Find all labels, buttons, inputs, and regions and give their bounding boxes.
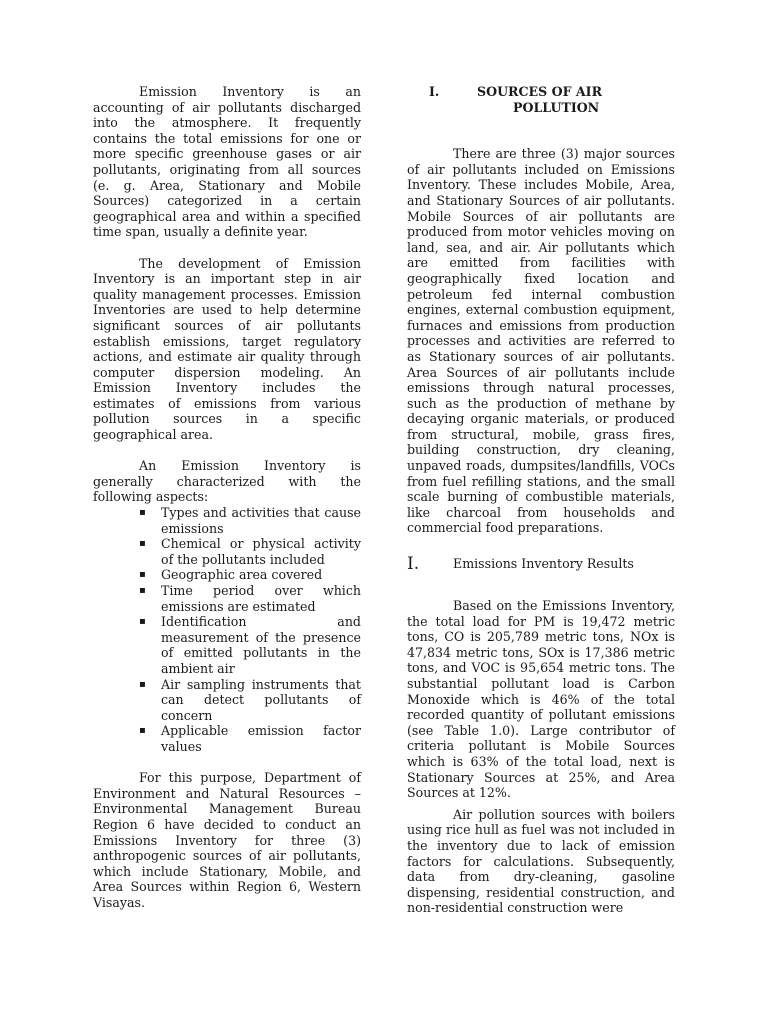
sources-paragraph: There are three (3) major sources of air pollutants included on Emissions Inventory. These includes Mobile, Area, and Stationary Sources of air pollutants. Mobile Sources of air pollutants are produced from motor vehicles moving on land, sea, and air. Air pollutants which are emitted from facilities with geographically fixed location and petroleum fed internal combustion engines, external combustion equipment, furnaces and emissions from production processes and activities are referred to as Stationary sources of air pollutants. Area Sources of air pollutants include emissions through natural processes, such as the production of methane by decaying organic materials, or produced from structural, mobile, grass fires, building construction, dry cleaning, unpaved roads, dumpsites/landfills, VOCs from fuel refilling stations, and the small scale burning of combustible materials, like charcoal from households and commercial food preparations. xyxy=(407,146,675,536)
development-paragraph: The development of Emission Inventory is an important step in air quality management processes. Emission Inventories are used to help determine significant sources of air pollutants establish emissions, target regulatory actions, and estimate air quality through computer dispersion modeling. An Emission Inventory includes the estimates of emissions from various pollution sources in a specific geographical area. xyxy=(93,255,361,443)
square-bullet-icon: ▪ xyxy=(139,678,146,690)
results-paragraph: Based on the Emissions Inventory, the total load for PM is 19,472 metric tons, CO is 205,789 metric tons, NOx is 47,834 metric tons, SOx is 17,386 metric tons, and VOC is 95,654 metric tons. The substantial pollutant load is Carbon Monoxide which is 46% of the total recorded quantity of pollutant emissions (see Table 1.0). Large contributor of criteria pollutant is Mobile Sources which is 63% of the total load, next is Stationary Sources at 25%, and Area Sources at 12%. xyxy=(407,598,675,801)
section-number: I. xyxy=(429,84,440,99)
aspects-intro-paragraph: An Emission Inventory is generally characterized with the following aspects: xyxy=(93,458,361,505)
square-bullet-icon: ▪ xyxy=(139,616,146,628)
section-title-line2: POLLUTION xyxy=(513,99,600,115)
purpose-paragraph: For this purpose, Department of Environment and Natural Resources – Environmental Management Bureau Region 6 have decided to conduct an Emissions Inventory for three (3) anthropogenic sources of air pollutants, which include Stationary, Mobile, and Area Sources within Region 6, Western Visayas. xyxy=(93,770,361,910)
aspects-list xyxy=(93,505,361,755)
right-column xyxy=(407,84,675,916)
section-heading-results xyxy=(407,552,675,576)
list-item: ▪ Chemical or physical activity of the pollutants included xyxy=(139,536,361,567)
list-item: ▪ Types and activities that cause emissions xyxy=(139,505,361,536)
square-bullet-icon: ▪ xyxy=(139,507,146,519)
left-column xyxy=(93,84,361,910)
section-number: I. xyxy=(407,554,420,575)
square-bullet-icon: ▪ xyxy=(139,569,146,581)
square-bullet-icon: ▪ xyxy=(139,585,146,596)
exclusions-paragraph: Air pollution sources with boilers using rice hull as fuel was not included in the inventory due to lack of emission factors for calculations. Subsequently, data from dry-cleaning, gasoline dispensing, residential construction, and non-residential construction were xyxy=(407,806,675,916)
list-item: ▪ Applicable emission factor values xyxy=(139,723,361,754)
list-item: ▪ Time period over which emissions are estimated xyxy=(139,583,361,614)
square-bullet-icon: ▪ xyxy=(139,725,146,737)
section-heading-sources xyxy=(407,84,675,115)
square-bullet-icon: ▪ xyxy=(139,538,146,550)
section-title-line1: SOURCES OF AIR xyxy=(477,84,603,99)
section-title: Emissions Inventory Results xyxy=(453,556,634,572)
intro-paragraph: Emission Inventory is an accounting of air pollutants discharged into the atmosphere. It frequently contains the total emissions for one or more specific greenhouse gases or air pollutants, originating from all sources (e. g. Area, Stationary and Mobile Sources) categorized in a certain geographical area and within a specified time span, usually a definite year. xyxy=(93,84,361,240)
list-item: ▪ Identification and measurement of the presence of emitted pollutants in the ambient air xyxy=(139,614,361,676)
list-item: ▪ Geographic area covered xyxy=(139,567,323,583)
list-item: ▪ Air sampling instruments that can detect pollutants of concern xyxy=(139,676,361,723)
